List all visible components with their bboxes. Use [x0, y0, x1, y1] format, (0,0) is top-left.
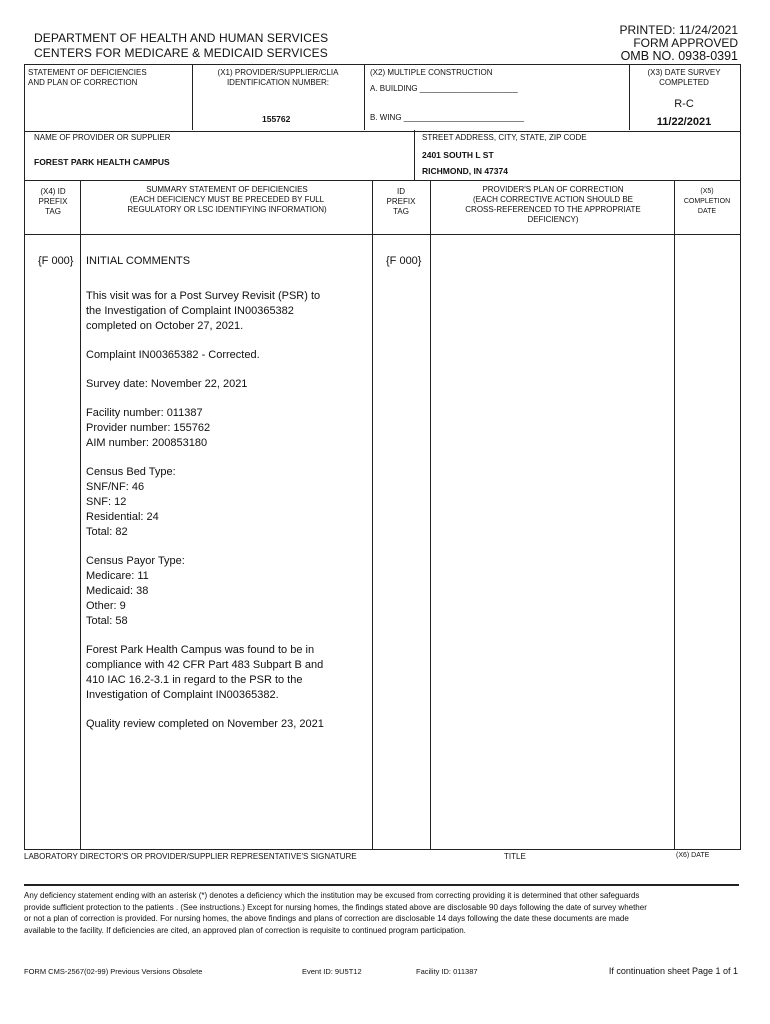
plan-header: PROVIDER'S PLAN OF CORRECTION (EACH CORRECTIVE ACTION SHOULD BE CROSS-REFERENCED TO THE APPROPRIATE DEFICIENCY) [465, 185, 641, 224]
paragraph: Quality review completed on November 23, 2021 [86, 718, 324, 730]
building-field: A. BUILDING ______________________ [370, 84, 518, 93]
summary-header: SUMMARY STATEMENT OF DEFICIENCIES (EACH DEFICIENCY MUST BE PRECEDED BY FULL REGULATORY OR LSC IDENTIFYING INFORMATION) [127, 185, 327, 214]
facility-id: Facility ID: 011387 [416, 967, 478, 976]
signature-label: LABORATORY DIRECTOR'S OR PROVIDER/SUPPLIER REPRESENTATIVE'S SIGNATURE [24, 852, 357, 861]
printed-date: PRINTED: 11/24/2021 [619, 23, 738, 37]
city-state-zip: RICHMOND, IN 47374 [422, 166, 508, 176]
paragraph: Complaint IN00365382 - Corrected. [86, 349, 260, 361]
event-id: Event ID: 9U5T12 [302, 967, 362, 976]
cms-name: CENTERS FOR MEDICARE & MEDICAID SERVICES [34, 46, 328, 60]
left-tag: {F 000} [38, 255, 74, 267]
paragraph: Forest Park Health Campus was found to be in compliance with 42 CFR Part 483 Subpart B and 410 IAC 16.2-3.1 in regard to the PSR to the Investigation of Complaint IN00365382. [86, 644, 324, 701]
street-address: 2401 SOUTH L ST [422, 150, 494, 160]
signature-divider [24, 884, 739, 886]
form-approved: FORM APPROVED [633, 36, 738, 50]
survey-date: 11/22/2021 [656, 116, 712, 128]
x2-label: (X2) MULTIPLE CONSTRUCTION [370, 68, 493, 77]
paragraph: Facility number: 011387 Provider number: 155762 AIM number: 200853180 [86, 407, 211, 449]
x1-label: (X1) PROVIDER/SUPPLIER/CLIA IDENTIFICATION NUMBER: [217, 68, 339, 87]
form-number: FORM CMS-2567(02-99) Previous Versions Obsolete [24, 967, 203, 976]
provider-number: 155762 [262, 114, 291, 124]
provider-name: FOREST PARK HEALTH CAMPUS [34, 157, 170, 167]
form-approval-block [619, 24, 738, 63]
paragraph: Census Bed Type: SNF/NF: 46 SNF: 12 Residential: 24 Total: 82 [86, 466, 176, 538]
title-label: TITLE [504, 852, 526, 861]
omb-number: OMB NO. 0938-0391 [620, 49, 738, 63]
x5-header: (X5) COMPLETION DATE [683, 188, 731, 215]
entry-title: INITIAL COMMENTS [86, 255, 191, 267]
wing-field: B. WING ___________________________ [370, 113, 524, 122]
entry-body [86, 289, 368, 746]
paragraph: This visit was for a Post Survey Revisit (PSR) to the Investigation of Complaint IN00365382 completed on October 27, 2021. [86, 290, 321, 332]
agency-header [34, 31, 328, 61]
right-tag: {F 000} [386, 255, 422, 267]
statement-label: STATEMENT OF DEFICIENCIES AND PLAN OF CORRECTION [28, 68, 147, 87]
paragraph: Census Payor Type: Medicare: 11 Medicaid: 38 Other: 9 Total: 58 [86, 555, 185, 627]
x6-date-label: (X6) DATE [676, 852, 710, 859]
paragraph: Survey date: November 22, 2021 [86, 378, 248, 390]
provider-name-label: NAME OF PROVIDER OR SUPPLIER [34, 133, 171, 142]
address-label: STREET ADDRESS, CITY, STATE, ZIP CODE [422, 133, 587, 142]
department-name: DEPARTMENT OF HEALTH AND HUMAN SERVICES [34, 31, 329, 45]
id-header: ID PREFIX TAG [386, 187, 416, 216]
page-info: If continuation sheet Page 1 of 1 [608, 966, 738, 976]
disclaimer: Any deficiency statement ending with an asterisk (*) denotes a deficiency which the institution may be excused from correcting providing it is determined that other safeguards provide sufficient protection to the patients . (See instructions.) Except for nursing homes, the findings stated above are disclosable 90 days following the date of survey whether or not a plan of correction is provided. For nursing homes, the above findings and plans of correction are disclosable 14 days following the date these documents are made available to the facility. If deficiencies are cited, an approved plan of correction is requisite to continued program participation. [24, 891, 647, 935]
x4-header: (X4) ID PREFIX TAG [38, 187, 68, 216]
x3-label: (X3) DATE SURVEY COMPLETED [647, 68, 721, 87]
survey-code: R-C [674, 98, 694, 110]
